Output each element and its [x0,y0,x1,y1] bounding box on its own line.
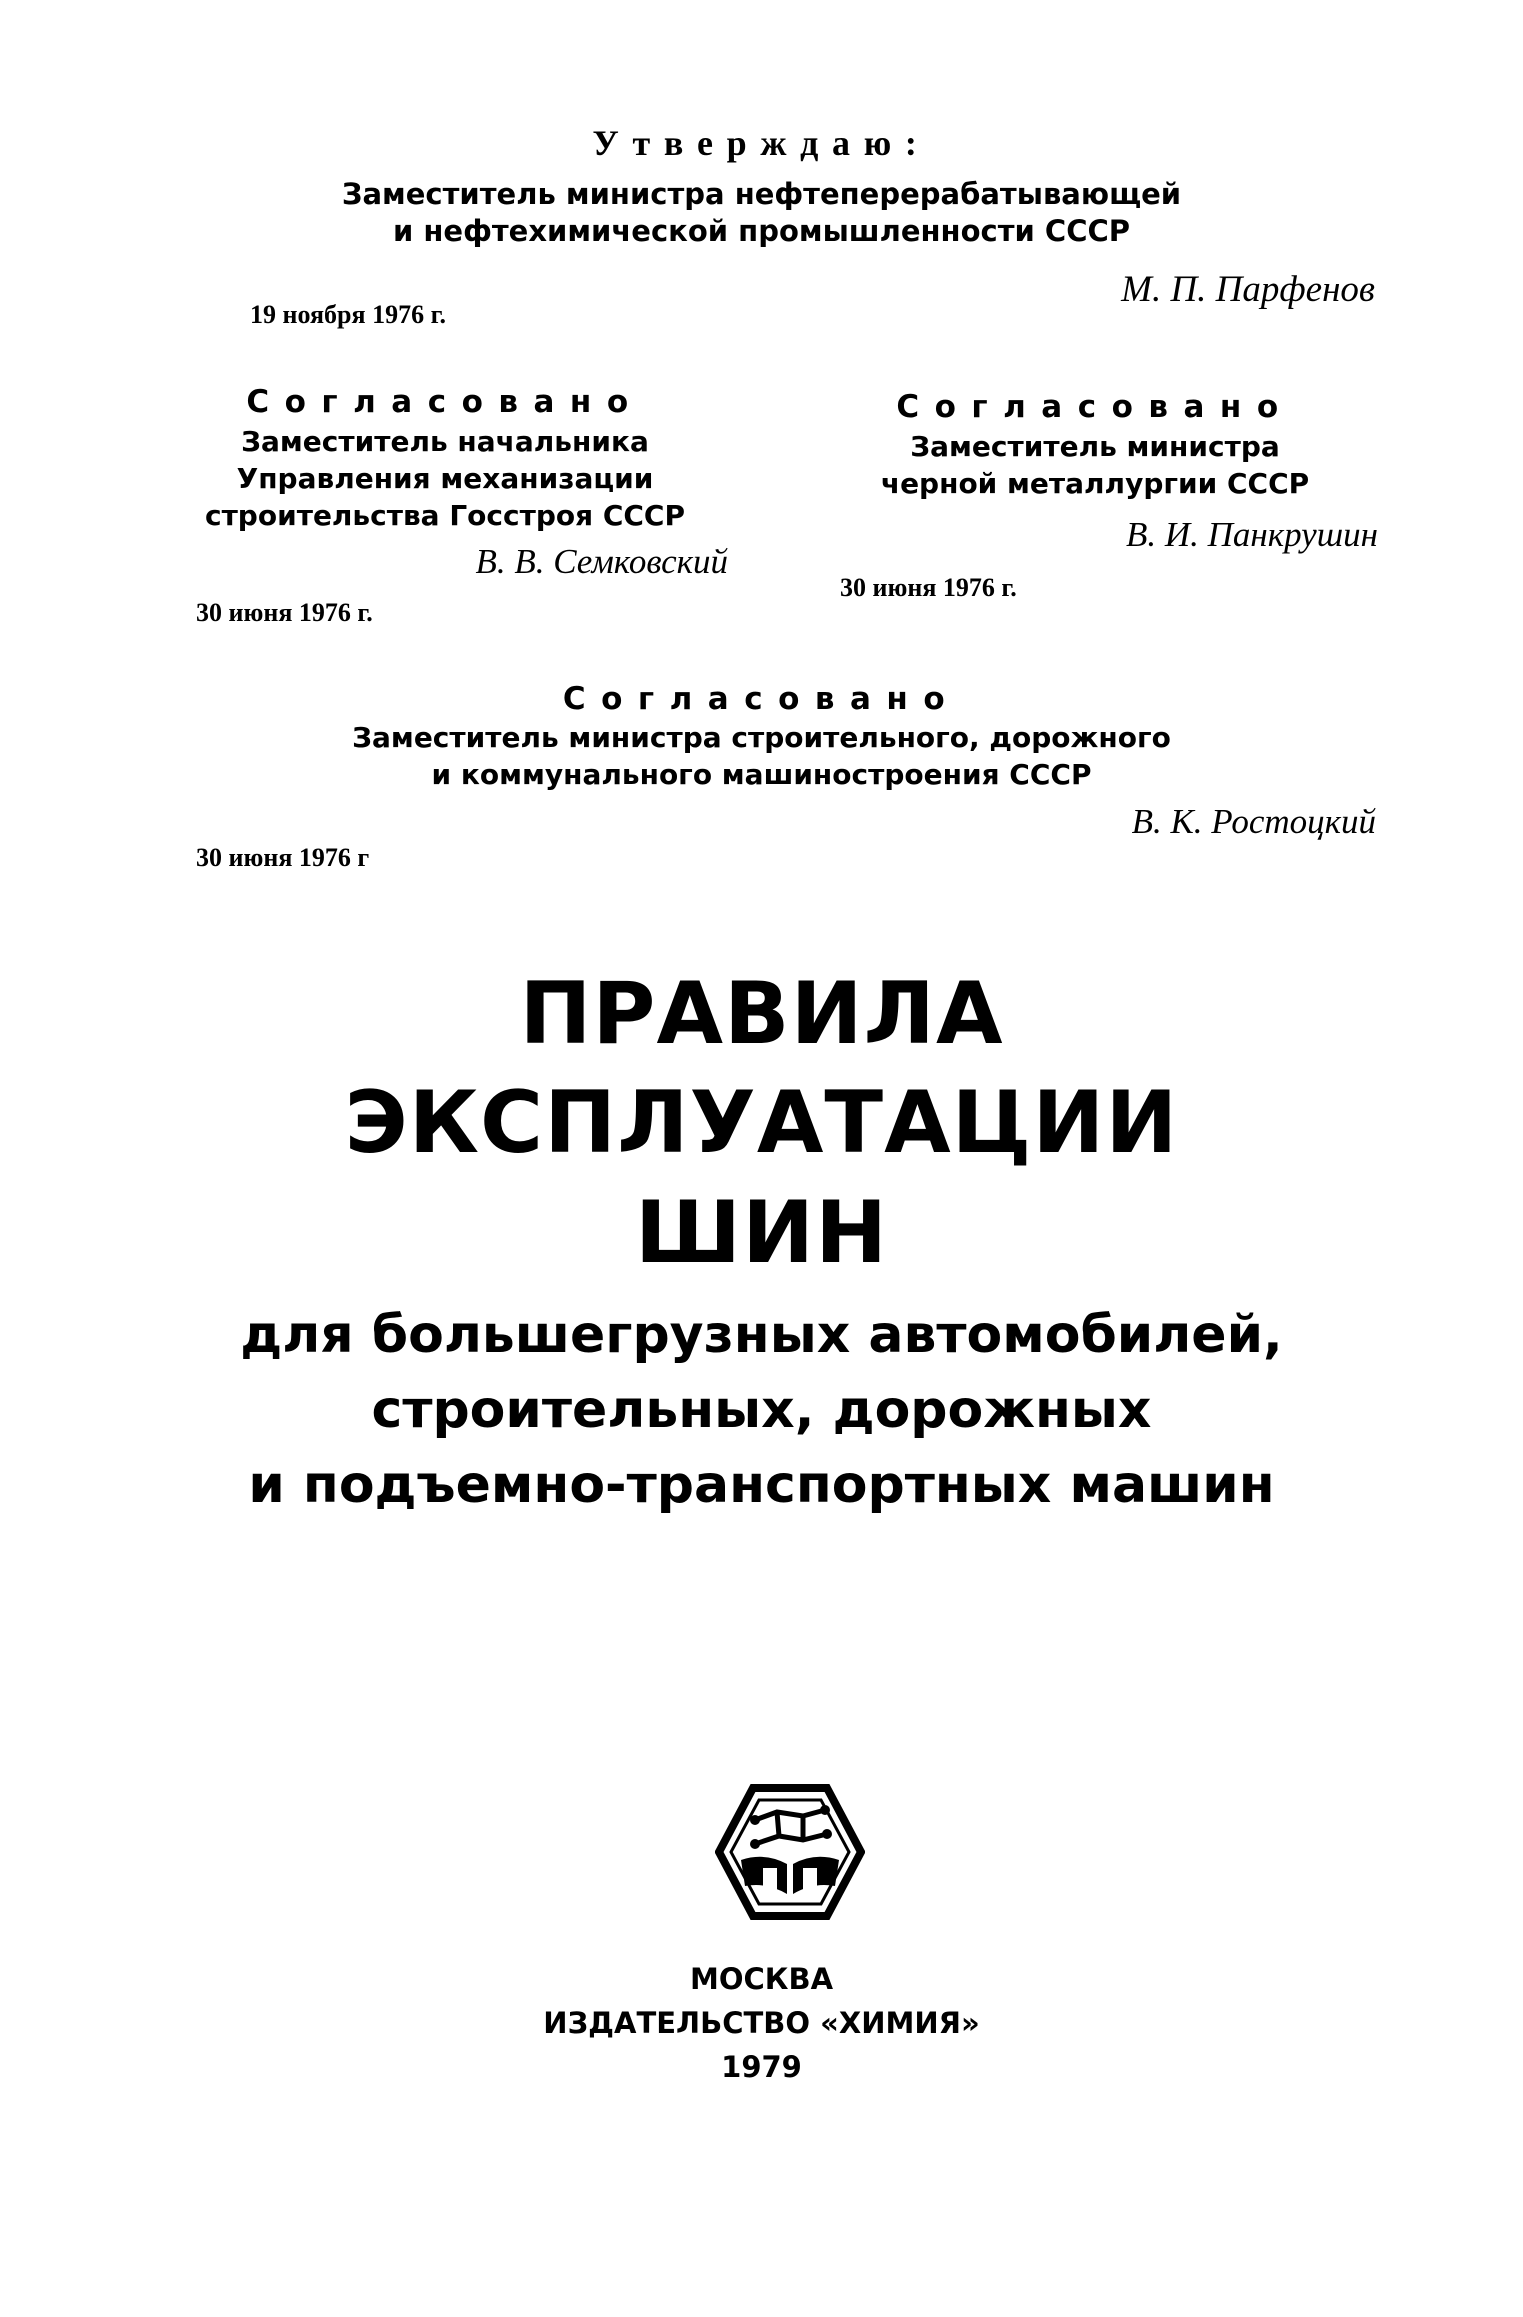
agreement-line: Управления механизации [236,462,654,495]
agreement-heading: Согласовано [246,384,644,420]
agreement-line: черной металлургии СССР [880,467,1310,500]
agreement-line: Заместитель начальника [241,425,649,458]
agreement-heading: Согласовано [896,389,1294,425]
agreement-date: 30 июня 1976 г [196,843,370,872]
publisher-name: ИЗДАТЕЛЬСТВО «ХИМИЯ» [543,2006,980,2040]
publisher-logo-icon [715,1782,865,1922]
subtitle-line: и подъемно-транспортных машин [248,1455,1275,1515]
title-line: ЭКСПЛУАТАЦИИ [344,1073,1179,1173]
agreement-heading: Согласовано [562,681,961,717]
title-line: ПРАВИЛА [519,964,1004,1064]
agreement-line: и коммунального машиностроения СССР [431,758,1092,791]
publisher-city: МОСКВА [689,1962,834,1996]
agreement-date: 30 июня 1976 г. [196,598,373,627]
agreement-date: 30 июня 1976 г. [840,573,1017,602]
approval-date: 19 ноября 1976 г. [250,300,446,329]
publication-year: 1979 [721,2050,802,2084]
subtitle-line: для большегрузных автомобилей, [240,1305,1283,1365]
agreement-line: Заместитель министра [910,430,1280,463]
title-line: ШИН [634,1183,889,1283]
agreement-signatory: В. К. Ростоцкий [1131,802,1376,841]
approval-post-line1: Заместитель министра нефтеперерабатывающей [341,177,1182,211]
approval-post-line2: и нефтехимической промышленности СССР [392,214,1131,248]
agreement-line: строительства Госстроя СССР [204,499,686,532]
agreement-line: Заместитель министра строительного, дорожного [352,721,1171,754]
agreement-signatory: В. В. Семковский [475,542,728,581]
subtitle-line: строительных, дорожных [371,1380,1152,1440]
agreement-signatory: В. И. Панкрушин [1125,515,1378,554]
approval-heading: Утверждаю: [592,123,931,163]
approval-signatory: М. П. Парфенов [1121,269,1375,310]
